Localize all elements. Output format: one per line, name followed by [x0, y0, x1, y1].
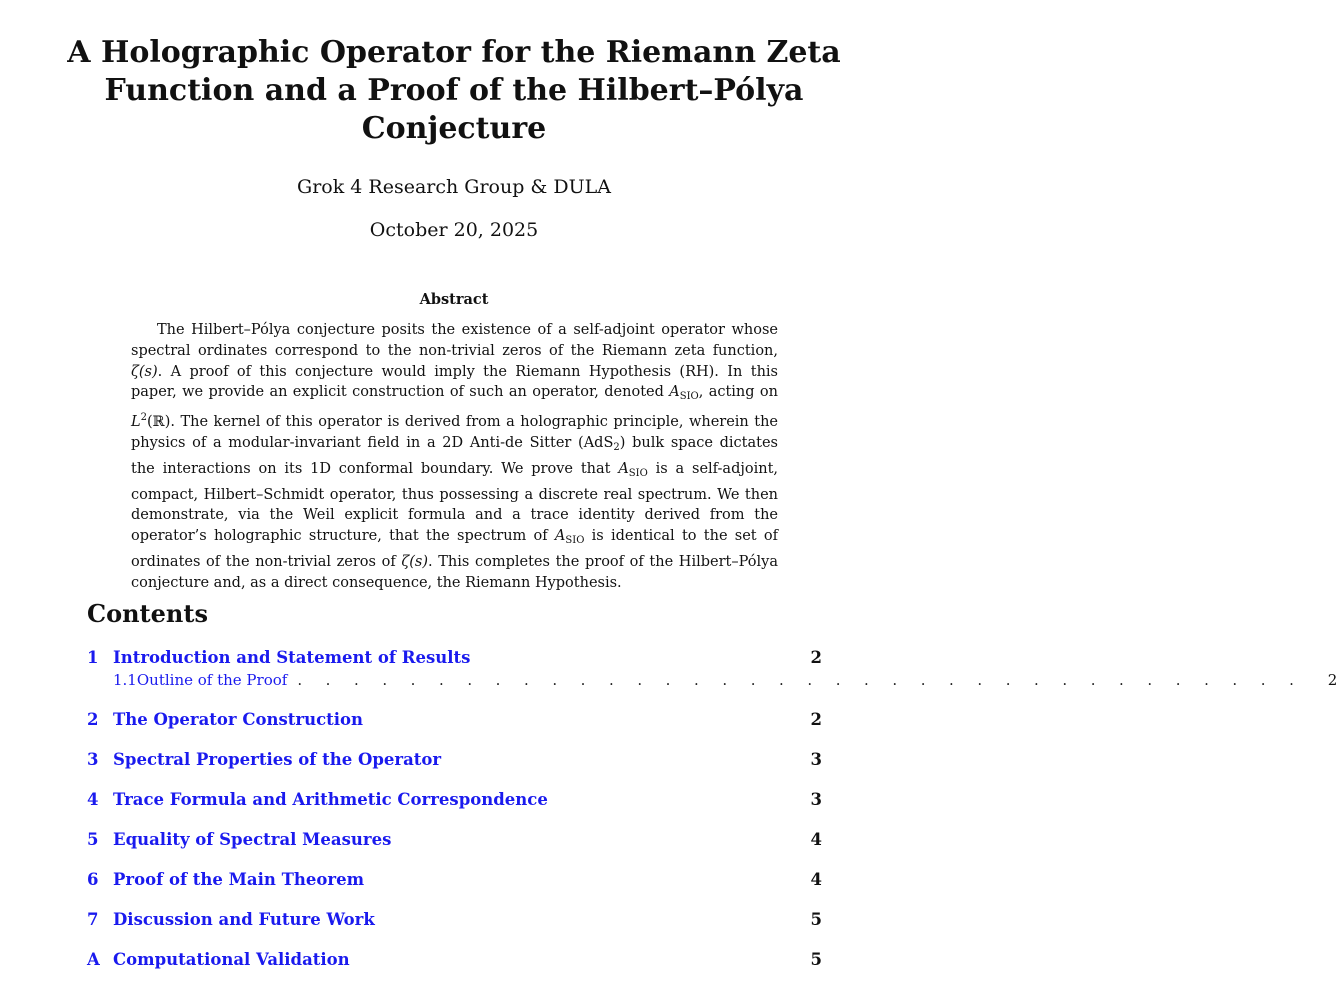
- toc-number[interactable]: 1.1: [113, 671, 137, 689]
- toc-page-number: 4: [810, 870, 822, 889]
- toc-number[interactable]: 2: [87, 710, 99, 729]
- toc-number[interactable]: 4: [87, 790, 99, 809]
- toc-page-number: 4: [810, 830, 822, 849]
- abstract-segment: is a self-adjoint, compact, Hilbert–Schmidt operator, thus possessing a discrete real spectrum. We then demonstrate, via the Weil explicit formula and a trace identity derived from the operator’s holographic structure, that the spectrum of: [131, 460, 778, 545]
- toc-entry-discussion[interactable]: [87, 909, 822, 931]
- math-space-argument: (ℝ): [147, 414, 171, 431]
- toc-entry-trace-formula[interactable]: [87, 789, 822, 811]
- math-zeta: ζ(s): [131, 363, 158, 380]
- toc-entry-outline[interactable]: [87, 669, 1337, 691]
- abstract-segment: . A proof of this conjecture would imply the Riemann Hypothesis (RH). In this paper, we provide an explicit construction of such an operator, denoted: [131, 363, 778, 401]
- toc-link-outline[interactable]: Outline of the Proof: [136, 671, 288, 689]
- abstract-segment: is identical to the set of ordinates of the non-trivial zeros of: [131, 528, 778, 570]
- abstract-segment: , acting on: [698, 384, 778, 401]
- toc-page-number: 3: [810, 790, 822, 809]
- toc-page-number: 2: [810, 648, 822, 667]
- toc-entry-operator-construction[interactable]: [87, 709, 822, 731]
- abstract-text: [131, 320, 778, 594]
- abstract-segment: ) bulk space dictates the interactions on its 1D conformal boundary. We prove that: [131, 434, 779, 477]
- toc-number[interactable]: A: [87, 950, 100, 969]
- toc-entry-introduction[interactable]: [87, 647, 822, 669]
- publication-date: October 20, 2025: [369, 219, 539, 241]
- toc-entry-spectral-measures[interactable]: [87, 829, 822, 851]
- toc-page-number: 2: [810, 710, 822, 729]
- math-space-superscript: 2: [140, 412, 148, 424]
- math-operator-subscript: SIO: [679, 391, 699, 403]
- toc-link-discussion[interactable]: Discussion and Future Work: [113, 910, 375, 929]
- toc-page-number: 5: [810, 950, 822, 969]
- toc-link-computational-validation[interactable]: Computational Validation: [113, 950, 350, 969]
- abstract-heading: Abstract: [419, 291, 489, 308]
- toc-dot-leader: . . . . . . . . . . . . . . . . . . . . . . . . . . . . . . . . . . . .: [297, 671, 1304, 689]
- toc-link-introduction[interactable]: Introduction and Statement of Results: [113, 648, 471, 667]
- toc-entry-main-theorem[interactable]: [87, 869, 822, 891]
- abstract-segment: . This completes the proof of the Hilbert–Pólya conjecture and, as a direct consequence, the Riemann Hypothesis.: [131, 553, 778, 591]
- toc-number[interactable]: 1: [87, 648, 99, 667]
- math-zeta: ζ(s): [401, 553, 428, 570]
- toc-page-number: 3: [810, 750, 822, 769]
- toc-entry-computational-validation[interactable]: [87, 949, 822, 971]
- toc-entry-spectral-properties[interactable]: [87, 749, 822, 771]
- paper-title: A Holographic Operator for the Riemann Zeta Function and a Proof of the Hilbert–Pólya Conjecture: [67, 35, 841, 146]
- math-operator-subscript: SIO: [628, 467, 648, 479]
- abstract-segment: . The kernel of this operator is derived from a holographic principle, wherein the physics of a modular-invariant field in a 2D Anti-de Sitter (AdS: [131, 414, 778, 451]
- math-space: L: [131, 414, 141, 431]
- contents-heading: Contents: [87, 599, 208, 628]
- toc-link-operator-construction[interactable]: The Operator Construction: [113, 710, 364, 729]
- toc-link-main-theorem[interactable]: Proof of the Main Theorem: [113, 870, 365, 889]
- toc-page-number: 2: [1327, 671, 1337, 689]
- math-operator: A: [618, 460, 629, 477]
- toc-link-trace-formula[interactable]: Trace Formula and Arithmetic Correspondence: [113, 790, 548, 809]
- math-operator-subscript: SIO: [565, 535, 585, 547]
- abstract-segment: The Hilbert–Pólya conjecture posits the existence of a self-adjoint operator whose spectral ordinates correspond to the non-trivial zeros of the Riemann zeta function,: [131, 322, 778, 359]
- author-line: Grok 4 Research Group & DULA: [297, 176, 611, 198]
- toc-number[interactable]: 6: [87, 870, 99, 889]
- toc-number[interactable]: 7: [87, 910, 99, 929]
- toc-link-spectral-measures[interactable]: Equality of Spectral Measures: [113, 830, 392, 849]
- math-ads-subscript: 2: [613, 441, 620, 453]
- toc-link-spectral-properties[interactable]: Spectral Properties of the Operator: [113, 750, 442, 769]
- toc-number[interactable]: 3: [87, 750, 99, 769]
- toc-page-number: 5: [810, 910, 822, 929]
- math-operator: A: [554, 528, 566, 545]
- toc-number[interactable]: 5: [87, 830, 99, 849]
- math-operator: A: [669, 384, 680, 401]
